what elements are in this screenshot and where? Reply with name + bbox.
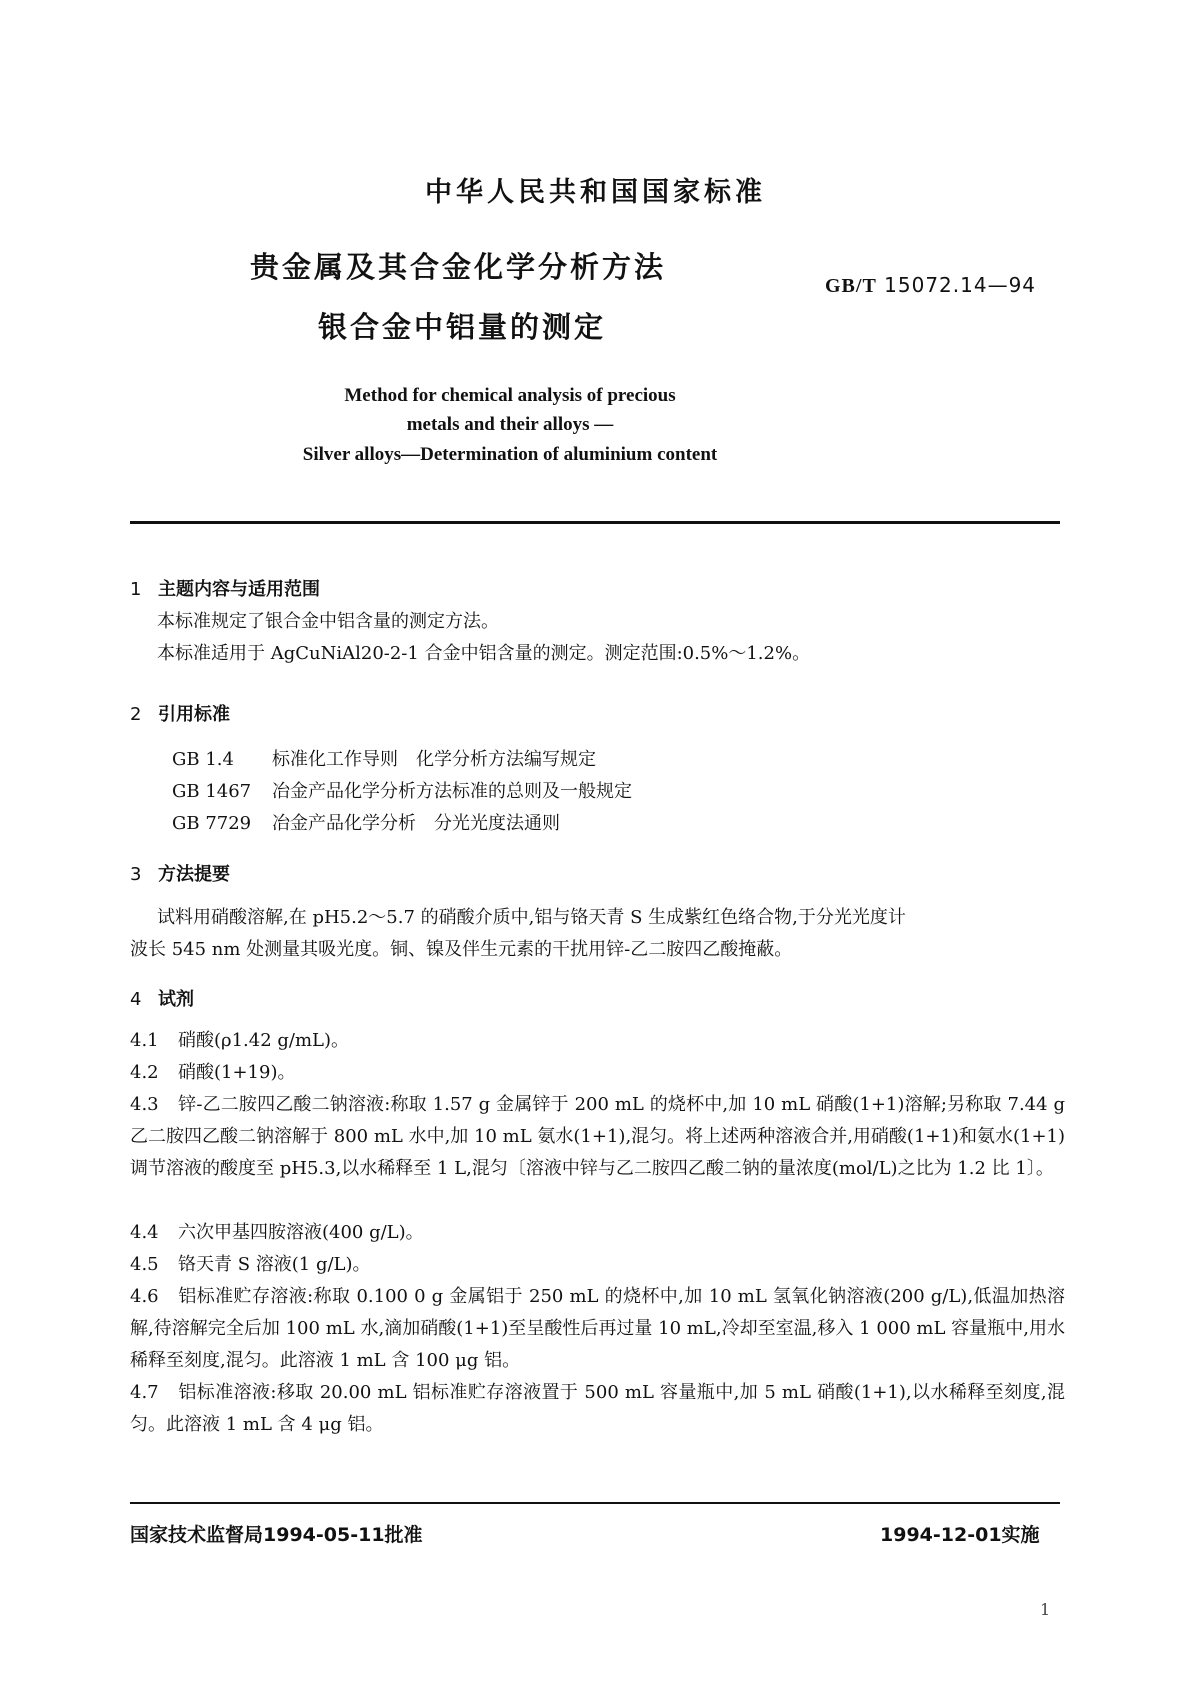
reagent-item [130,1249,1065,1281]
standard-number [825,273,1036,298]
english-title-line1: Method for chemical analysis of precious [344,385,676,406]
section-number: 2 [130,704,142,725]
item-text: 铝标准贮存溶液:称取 0.100 0 g 金属铝于 250 mL 的烧杯中,加 10 mL 氢氧化钠溶液(200 g/L),低温加热溶解,待溶解完全后加 100 mL 水,滴加硝酸(1+1)至呈酸性后再过量 10 mL,冷却至室温,移入 1 000 mL 容量瓶中,用水稀释至刻度,混匀。此溶液 1 mL 含 100 μg 铝。 [130,1286,1065,1371]
page-number: 1 [1040,1600,1051,1619]
reagent-item [130,1377,1065,1441]
reference-code: GB 1467 [172,781,252,802]
reference-code: GB 7729 [172,813,252,834]
item-number: 4.5 [130,1254,159,1275]
item-text: 锌-乙二胺四乙酸二钠溶液:称取 1.57 g 金属锌于 200 mL 的烧杯中,加 10 mL 硝酸(1+1)溶解;另称取 7.44 g 乙二胺四乙酸二钠溶解于 800 mL 水中,加 10 mL 氨水(1+1),混匀。将上述两种溶液合并,用硝酸(1+1)和氨水(1+1)调节溶液的酸度至 pH5.3,以水稀释至 1 L,混匀〔溶液中锌与乙二胺四乙酸二钠的量浓度(mol/L)之比为 1.2 比 1〕。 [130,1094,1065,1179]
document-title-line2: 银合金中铝量的测定 [318,310,607,344]
reagent-item [130,1281,1065,1377]
english-title-line2: metals and their alloys — [406,414,614,435]
national-standard-heading: 中华人民共和国国家标准 [425,177,766,208]
reference-name: 冶金产品化学分析 分光光度法通则 [272,813,560,834]
item-number: 4.7 [130,1382,159,1403]
reagent-item [130,1089,1065,1185]
item-number: 4.1 [130,1030,159,1051]
section-number: 3 [130,864,142,885]
item-text: 铬天青 S 溶液(1 g/L)。 [178,1254,371,1275]
standard-number-value: 15072.14—94 [884,273,1037,297]
document-title-line1: 贵金属及其合金化学分析方法 [250,250,667,284]
approval-date: 国家技术监督局1994-05-11批准 [130,1524,423,1546]
footer-divider [130,1502,1060,1504]
reference-name: 标准化工作导则 化学分析方法编写规定 [272,749,596,770]
standard-prefix: GB/T [825,275,877,297]
section3-paragraph: 波长 545 nm 处测量其吸光度。铜、镍及伴生元素的干扰用锌-乙二胺四乙酸掩蔽。 [130,939,793,960]
reagent-item [130,1057,1065,1089]
item-text: 硝酸(1+19)。 [178,1062,296,1083]
section-title: 主题内容与适用范围 [158,579,320,600]
reagent-item [130,1025,1065,1057]
header-divider [130,521,1060,524]
item-number: 4.2 [130,1062,159,1083]
reference-item [172,745,596,771]
item-text: 硝酸(ρ1.42 g/mL)。 [178,1030,350,1051]
section-number: 1 [130,579,142,600]
section-title: 引用标准 [158,704,230,725]
reference-code: GB 1.4 [172,749,234,770]
section-heading-1 [130,575,320,601]
section3-paragraph: 试料用硝酸溶解,在 pH5.2～5.7 的硝酸介质中,铝与铬天青 S 生成紫红色络合物,于分光光度计 [157,907,906,928]
item-number: 4.3 [130,1094,159,1115]
section-heading-2 [130,700,230,726]
reference-item [172,809,560,835]
section-heading-3 [130,860,230,886]
section1-paragraph: 本标准适用于 AgCuNiAl20-2-1 合金中铝含量的测定。测定范围:0.5%～1.2%。 [157,643,811,664]
item-number: 4.4 [130,1222,159,1243]
item-text: 六次甲基四胺溶液(400 g/L)。 [178,1222,424,1243]
section-number: 4 [130,989,142,1010]
implementation-date: 1994-12-01实施 [880,1524,1040,1546]
section-heading-4 [130,985,194,1011]
section1-paragraph: 本标准规定了银合金中铝含量的测定方法。 [157,611,499,632]
reagent-item [130,1217,1065,1249]
item-number: 4.6 [130,1286,159,1307]
section-title: 试剂 [158,989,194,1010]
reference-item [172,777,632,803]
english-title-line3: Silver alloys—Determination of aluminium content [302,444,718,465]
item-text: 铝标准溶液:移取 20.00 mL 铝标准贮存溶液置于 500 mL 容量瓶中,加 5 mL 硝酸(1+1),以水稀释至刻度,混匀。此溶液 1 mL 含 4 μg 铝。 [130,1382,1065,1435]
reference-name: 冶金产品化学分析方法标准的总则及一般规定 [272,781,632,802]
section-title: 方法提要 [158,864,230,885]
